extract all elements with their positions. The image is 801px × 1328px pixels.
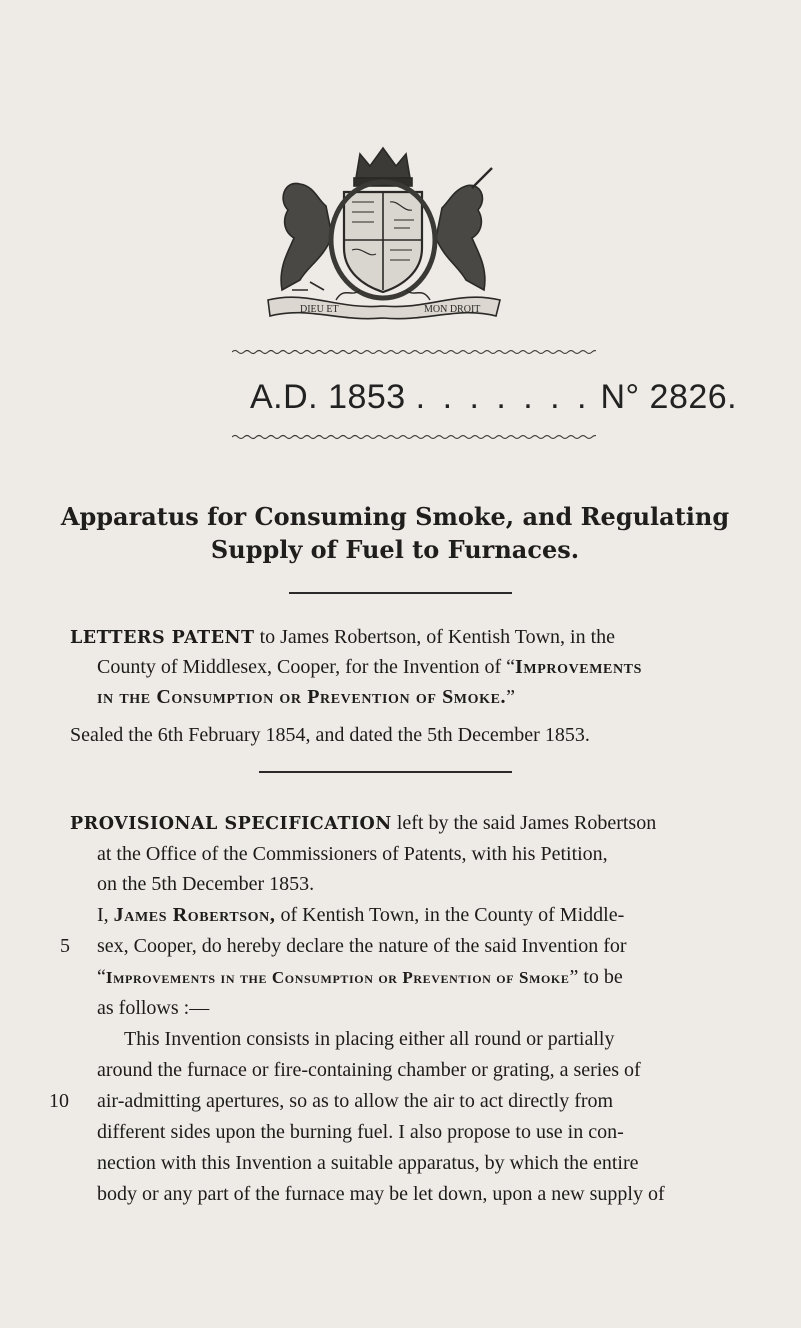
patent-number-line <box>250 372 738 422</box>
document-title <box>40 500 750 566</box>
provisional-line-2: at the Office of the Commissioners of Patents, with his Petition, <box>97 843 608 865</box>
body-line-7: air-admitting apertures, so as to allow the air to act directly from <box>97 1090 614 1112</box>
body-line-6: around the furnace or fire-containing chamber or grating, a series of <box>97 1059 641 1081</box>
motto-left: DIEU ET <box>300 304 339 315</box>
title-line-2: Supply of Fuel to Furnaces. <box>210 535 580 564</box>
body-line-2: sex, Cooper, do hereby declare the nature of the said Invention for <box>97 935 627 957</box>
line-number-5: 5 <box>60 935 70 957</box>
wavy-rule-top <box>232 348 596 356</box>
leader-dots: . . . . . . . <box>415 378 591 416</box>
body-line-9: nection with this Invention a suitable apparatus, by which the entire <box>97 1152 639 1174</box>
body-line-8: different sides upon the burning fuel. I also propose to use in con- <box>97 1121 624 1143</box>
coat-of-arms-icon <box>248 140 518 320</box>
body-line-1: I, James Robertson, of Kentish Town, in the County of Middle- <box>97 904 625 926</box>
motto-right: MON DROIT <box>424 304 481 315</box>
body-line-10: body or any part of the furnace may be let down, upon a new supply of <box>97 1183 665 1205</box>
letters-patent-line-1: LETTERS PATENT to James Robertson, of Kentish Town, in the <box>70 626 615 648</box>
title-line-1: Apparatus for Consuming Smoke, and Regulating <box>60 502 730 531</box>
sealed-line: Sealed the 6th February 1854, and dated the 5th December 1853. <box>70 724 590 746</box>
wavy-rule-bottom <box>232 433 596 441</box>
divider-rule-2 <box>259 771 512 773</box>
patent-number: N° 2826. <box>600 378 738 416</box>
line-number-10: 10 <box>49 1090 69 1112</box>
body-line-3: “Improvements in the Consumption or Prevention of Smoke” to be <box>97 966 623 988</box>
provisional-line-3: on the 5th December 1853. <box>97 873 315 895</box>
body-line-5: This Invention consists in placing either all round or partially <box>124 1028 615 1050</box>
letters-patent-line-2: County of Middlesex, Cooper, for the Invention of “Improvements <box>97 656 642 678</box>
divider-rule-1 <box>289 592 512 594</box>
provisional-line-1: PROVISIONAL SPECIFICATION left by the said James Robertson <box>70 812 657 834</box>
letters-patent-line-3: in the Consumption or Prevention of Smoke.” <box>97 686 516 708</box>
body-line-4: as follows :— <box>97 997 210 1019</box>
year: A.D. 1853 <box>250 378 406 416</box>
